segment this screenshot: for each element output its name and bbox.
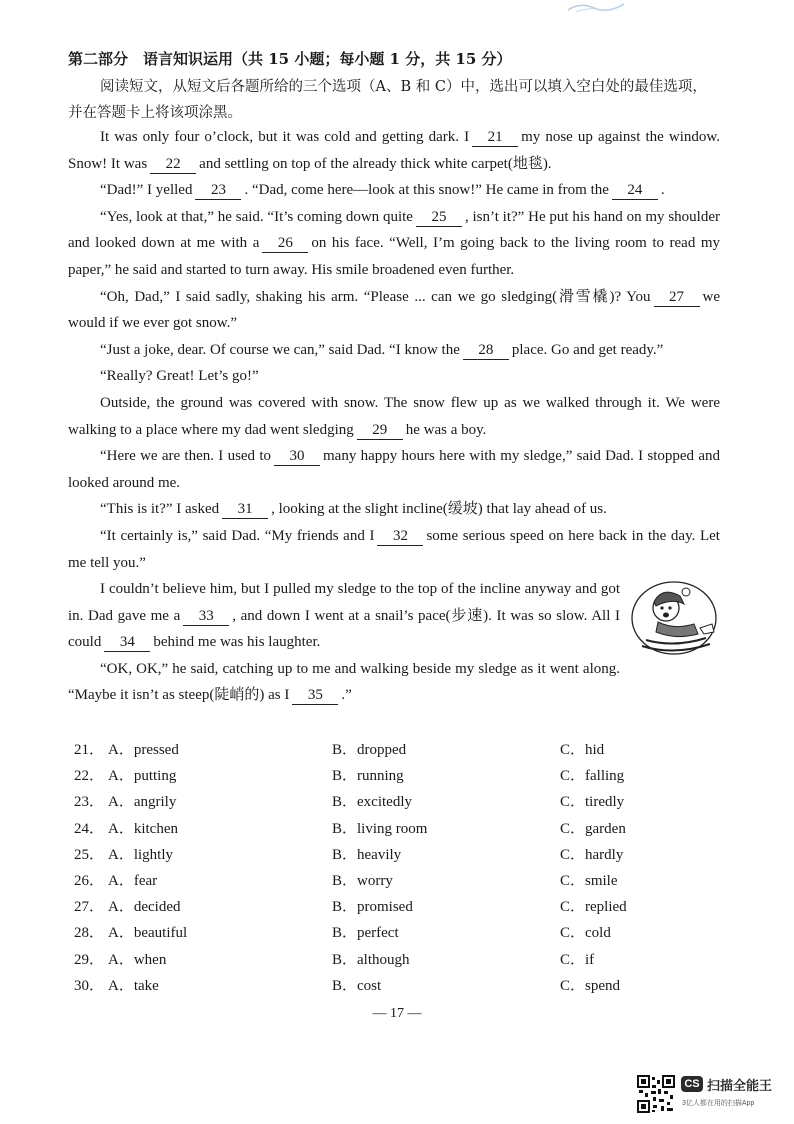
blank-30: 30 [274, 448, 320, 466]
paragraph-9: “This is it?” I asked 31 , looking at the slight incline(缓坡) that lay ahead of us. [100, 501, 607, 518]
blank-31: 31 [222, 501, 268, 519]
qr-code-icon [637, 1075, 675, 1113]
option-row [74, 974, 714, 1000]
page-number: — 17 — [372, 1006, 422, 1021]
option-row [74, 764, 714, 790]
option-b: B．promised [332, 899, 413, 916]
option-b: B．dropped [332, 742, 407, 758]
option-b: B．cost [332, 977, 382, 994]
blank-22: 22 [150, 156, 196, 174]
option-c: C．spend [560, 977, 621, 994]
option-a: A．lightly [108, 846, 174, 863]
question-number: 29． [74, 951, 105, 968]
corner-scribble [566, 0, 626, 14]
option-a: A．take [108, 977, 159, 994]
blank-25: 25 [416, 209, 462, 227]
sledging-illustration [628, 578, 720, 664]
paragraph-1: It was only four o’clock, but it was cold and getting dark. I 21 my nose up against the window. Snow! It was 22 and settling on top of the already thick white carpet(地毯). [68, 129, 721, 172]
option-row [74, 895, 714, 921]
paragraph-4: “Oh, Dad,” I said sadly, shaking his arm. “Please ... can we go sledging(滑雪橇)? You 27 we would if we ever got snow.” [68, 288, 720, 332]
blank-26: 26 [262, 235, 308, 253]
paragraph-2: “Dad!” I yelled 23 . “Dad, come here—look at this snow!” He came in from the 24 . [100, 182, 665, 199]
blank-23: 23 [195, 182, 241, 200]
question-number: 30． [74, 977, 105, 994]
question-number: 22． [74, 768, 105, 785]
blank-24: 24 [612, 182, 658, 200]
paragraph-5: “Just a joke, dear. Of course we can,” said Dad. “I know the 28 place. Go and get ready.” [100, 341, 664, 358]
option-b: B．heavily [332, 846, 402, 863]
option-row [74, 843, 714, 869]
option-a: A．pressed [108, 742, 179, 758]
option-a: A．when [108, 951, 167, 968]
question-number: 26． [74, 872, 105, 889]
option-b: B．living room [332, 820, 428, 837]
camscanner-tagline: 3亿人都在用的扫描App [682, 1100, 755, 1107]
answer-options [74, 738, 714, 1000]
option-row [74, 921, 714, 947]
paragraph-3: “Yes, look at that,” he said. “It’s coming down quite 25 , isn’t it?” He put his hand on my shoulder and looked down at me with a 26 on his face. “Well, I’m going back to the living room to read my paper,” he said and started to turn away. His smile broadened even further. [68, 208, 721, 278]
instruction: 阅读短文，从短文后各题所给的三个选项（A、B 和 C）中，选出可以填入空白处的最佳选项，并在答题卡上将该项涂黑。 [68, 79, 707, 121]
camscanner-logo-icon: CS [681, 1076, 703, 1092]
option-c: C．hid [560, 742, 605, 758]
paragraph-8: “Here we are then. I used to 30 many happy hours here with my sledge,” said Dad. I stopped and looked around me. [68, 448, 720, 491]
question-number: 27． [74, 899, 105, 916]
option-row [74, 948, 714, 974]
option-b: B．excitedly [332, 794, 412, 811]
option-row [74, 817, 714, 843]
question-number: 25． [74, 846, 105, 863]
question-number: 23． [74, 794, 105, 811]
question-number: 28． [74, 925, 105, 942]
blank-35: 35 [292, 687, 338, 705]
option-a: A．angrily [108, 794, 177, 811]
question-number: 21． [74, 742, 105, 758]
option-c: C．tiredly [560, 794, 625, 811]
option-c: C．if [560, 951, 595, 968]
option-c: C．replied [560, 899, 627, 916]
camscanner-name: 扫描全能王 [707, 1078, 773, 1093]
option-c: C．cold [560, 925, 611, 942]
paragraph-7: Outside, the ground was covered with snow. The snow flew up as we walked through it. We were walking to a place where my dad went sledging 29 he was a boy. [68, 394, 720, 438]
blank-32: 32 [377, 528, 423, 546]
option-a: A．putting [108, 768, 177, 785]
paragraph-12: “OK, OK,” he said, catching up to me and walking beside my sledge as it went along. “Maybe it isn’t as steep(陡峭的) as I 35 .” [68, 660, 620, 704]
option-b: B．running [332, 768, 404, 785]
option-a: A．fear [108, 872, 158, 889]
option-c: C．falling [560, 768, 625, 785]
option-a: A．kitchen [108, 820, 178, 837]
option-b: B．although [332, 951, 410, 968]
paragraph-11: I couldn’t believe him, but I pulled my sledge to the top of the incline anyway and got in. Dad gave me a 33 , and down I went at a snail’s pace(步速). It was so slow. All I could 34 behind me was his laughter. [68, 576, 720, 656]
passage [68, 124, 720, 709]
option-c: C．garden [560, 820, 626, 837]
blank-28: 28 [463, 342, 509, 360]
paragraph-6: “Really? Great! Let’s go!” [100, 368, 259, 385]
blank-34: 34 [104, 634, 150, 652]
blank-27: 27 [654, 289, 700, 307]
option-row [74, 869, 714, 895]
option-b: B．worry [332, 872, 393, 889]
option-row [74, 738, 714, 764]
option-b: B．perfect [332, 925, 399, 942]
blank-29: 29 [357, 422, 403, 440]
paragraph-10: “It certainly is,” said Dad. “My friends and I 32 some serious speed on here back in the day. Let me tell you.” [68, 527, 720, 571]
option-c: C．smile [560, 872, 618, 889]
option-c: C．hardly [560, 846, 624, 863]
section-heading: 第二部分 语言知识运用（共 15 小题；每小题 1 分，共 15 分） [68, 50, 512, 68]
option-row [74, 790, 714, 816]
option-a: A．beautiful [108, 925, 188, 942]
blank-33: 33 [183, 608, 229, 626]
blank-21: 21 [472, 129, 518, 147]
option-a: A．decided [108, 899, 181, 916]
question-number: 24． [74, 820, 105, 837]
